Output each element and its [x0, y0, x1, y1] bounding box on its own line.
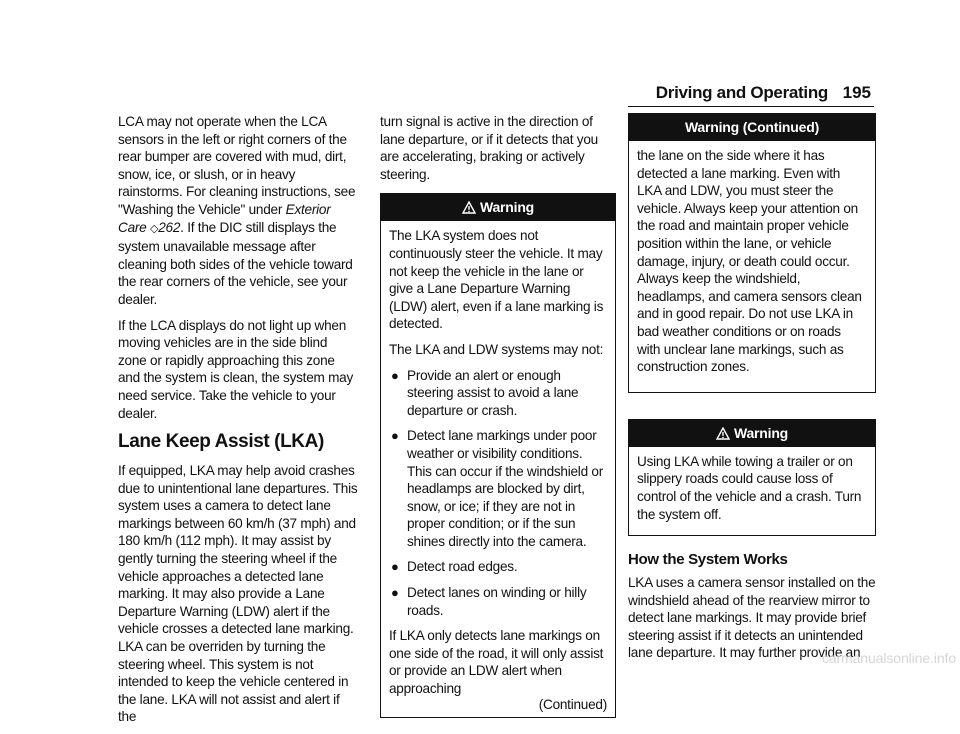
paragraph: the lane on the side where it has detected a lane marking. Even with LKA and LDW, you must steer the vehicle. Always keep your attention on the road and maintain proper vehicle position within the lane, or vehicle damage, injury, or death could occur. Always keep the windshield, headlamps, and camera sensors clean and in good repair. Do not use LKA in bad weather conditions or on roads with unclear lane markings, such as construction zones. [637, 148, 862, 375]
page-number: 195 [842, 83, 871, 102]
paragraph [118, 113, 358, 309]
warning-continued-box [628, 113, 876, 393]
list-item-text: Detect lane markings under poor weather or visibility conditions. This can occur if the windshield or headlamps are blocked by dirt, snow, or ice; if they are not in proper condition; or if the sun shines directly into the camera. [407, 428, 604, 549]
list-item-text: Detect lanes on winding or hilly roads. [407, 585, 587, 618]
bullet-list [389, 367, 607, 620]
warning-box [628, 419, 876, 536]
cross-reference-icon: ◇ [150, 222, 159, 235]
text: LCA may not operate when the LCA sensors in the left or right corners of the rear bumper are covered with mud, dirt, snow, ice, or slush, or in heavy rainstorms. For cleaning instructions, see "Washing the Vehicle" under [118, 114, 356, 217]
paragraph: If LKA only detects lane markings on one side of the road, it will only assist or provide an LDW alert when approaching [389, 628, 604, 697]
paragraph: If equipped, LKA may help avoid crashes due to unintentional lane departures. This system uses a camera to detect lane markings between 60 km/h (37 mph) and 180 km/h (112 mph). It may assist by gently turning the steering wheel if the vehicle approaches a detected lane marking. It may also provide a Lane Departure Warning (LDW) alert if the vehicle crosses a detected lane marking. LKA can be overriden by turning the steering wheel. This system is not intended to keep the vehicle centered in the lane. LKA will not assist and alert if the [118, 463, 358, 725]
list-item [389, 584, 607, 619]
warning-triangle-icon [462, 201, 476, 214]
column-2 [380, 113, 616, 718]
paragraph: The LKA system does not continuously steer the vehicle. It may not keep the vehicle in the lane or give a Lane Departure Warning (LDW) alert, even if a lane marking is detected. [389, 228, 604, 332]
paragraph: If the LCA displays do not light up when moving vehicles are in the side blind zone or rapidly approaching this zone and the system is clean, the system may need service. Take the vehicle to your dealer. [118, 317, 354, 421]
section-heading: Lane Keep Assist (LKA) [118, 431, 324, 453]
list-item [389, 367, 607, 420]
header-title: Driving and Operating [655, 83, 828, 102]
list-item [389, 427, 607, 550]
list-item-text: Detect road edges. [407, 559, 518, 575]
paragraph: Using LKA while towing a trailer or on slippery roads could cause loss of control of the vehicle and a crash. Turn the system off. [637, 453, 862, 522]
subsection-heading: How the System Works [628, 551, 788, 569]
warning-triangle-icon [716, 427, 730, 440]
page-header [0, 79, 960, 107]
list-item [389, 558, 607, 576]
warning-header [381, 194, 615, 221]
header-rule [628, 106, 874, 107]
warning-body [629, 447, 875, 535]
watermark: carmanualsonline.info [821, 650, 956, 666]
warning-continued-body [629, 141, 875, 392]
cross-reference-title: Exterior Care [118, 201, 331, 235]
paragraph: LKA uses a camera sensor installed on the windshield ahead of the rearview mirror to detect lane markings. It may provide brief steering assist if it detects an unintended lane departure. It may further provide an [628, 575, 876, 661]
bullet-icon: ● [391, 428, 399, 444]
warning-body [381, 221, 615, 717]
warning-header [629, 420, 875, 447]
bullet-icon: ● [391, 367, 399, 383]
warning-continued-header: Warning (Continued) [629, 114, 875, 141]
warning-box [380, 193, 616, 718]
bullet-icon: ● [391, 559, 399, 575]
continued-label: (Continued) [538, 696, 607, 712]
bullet-icon: ● [391, 585, 399, 601]
warning-title: Warning [479, 199, 535, 216]
list-item-text: Provide an alert or enough steering assist to avoid a lane departure or crash. [407, 367, 579, 418]
paragraph: turn signal is active in the direction of lane departure, or if it detects that you are accelerating, braking or actively steering. [380, 114, 598, 182]
column-1 [118, 113, 358, 734]
column-3 [628, 113, 876, 670]
warning-title: Warning [733, 424, 789, 441]
paragraph: The LKA and LDW systems may not: [389, 341, 604, 357]
cross-reference-page[interactable]: 262 [158, 219, 181, 235]
text: . If the DIC still displays the system unavailable message after cleaning both sides of the vehicle toward the rear corners of the vehicle, see your dealer. [118, 219, 353, 307]
